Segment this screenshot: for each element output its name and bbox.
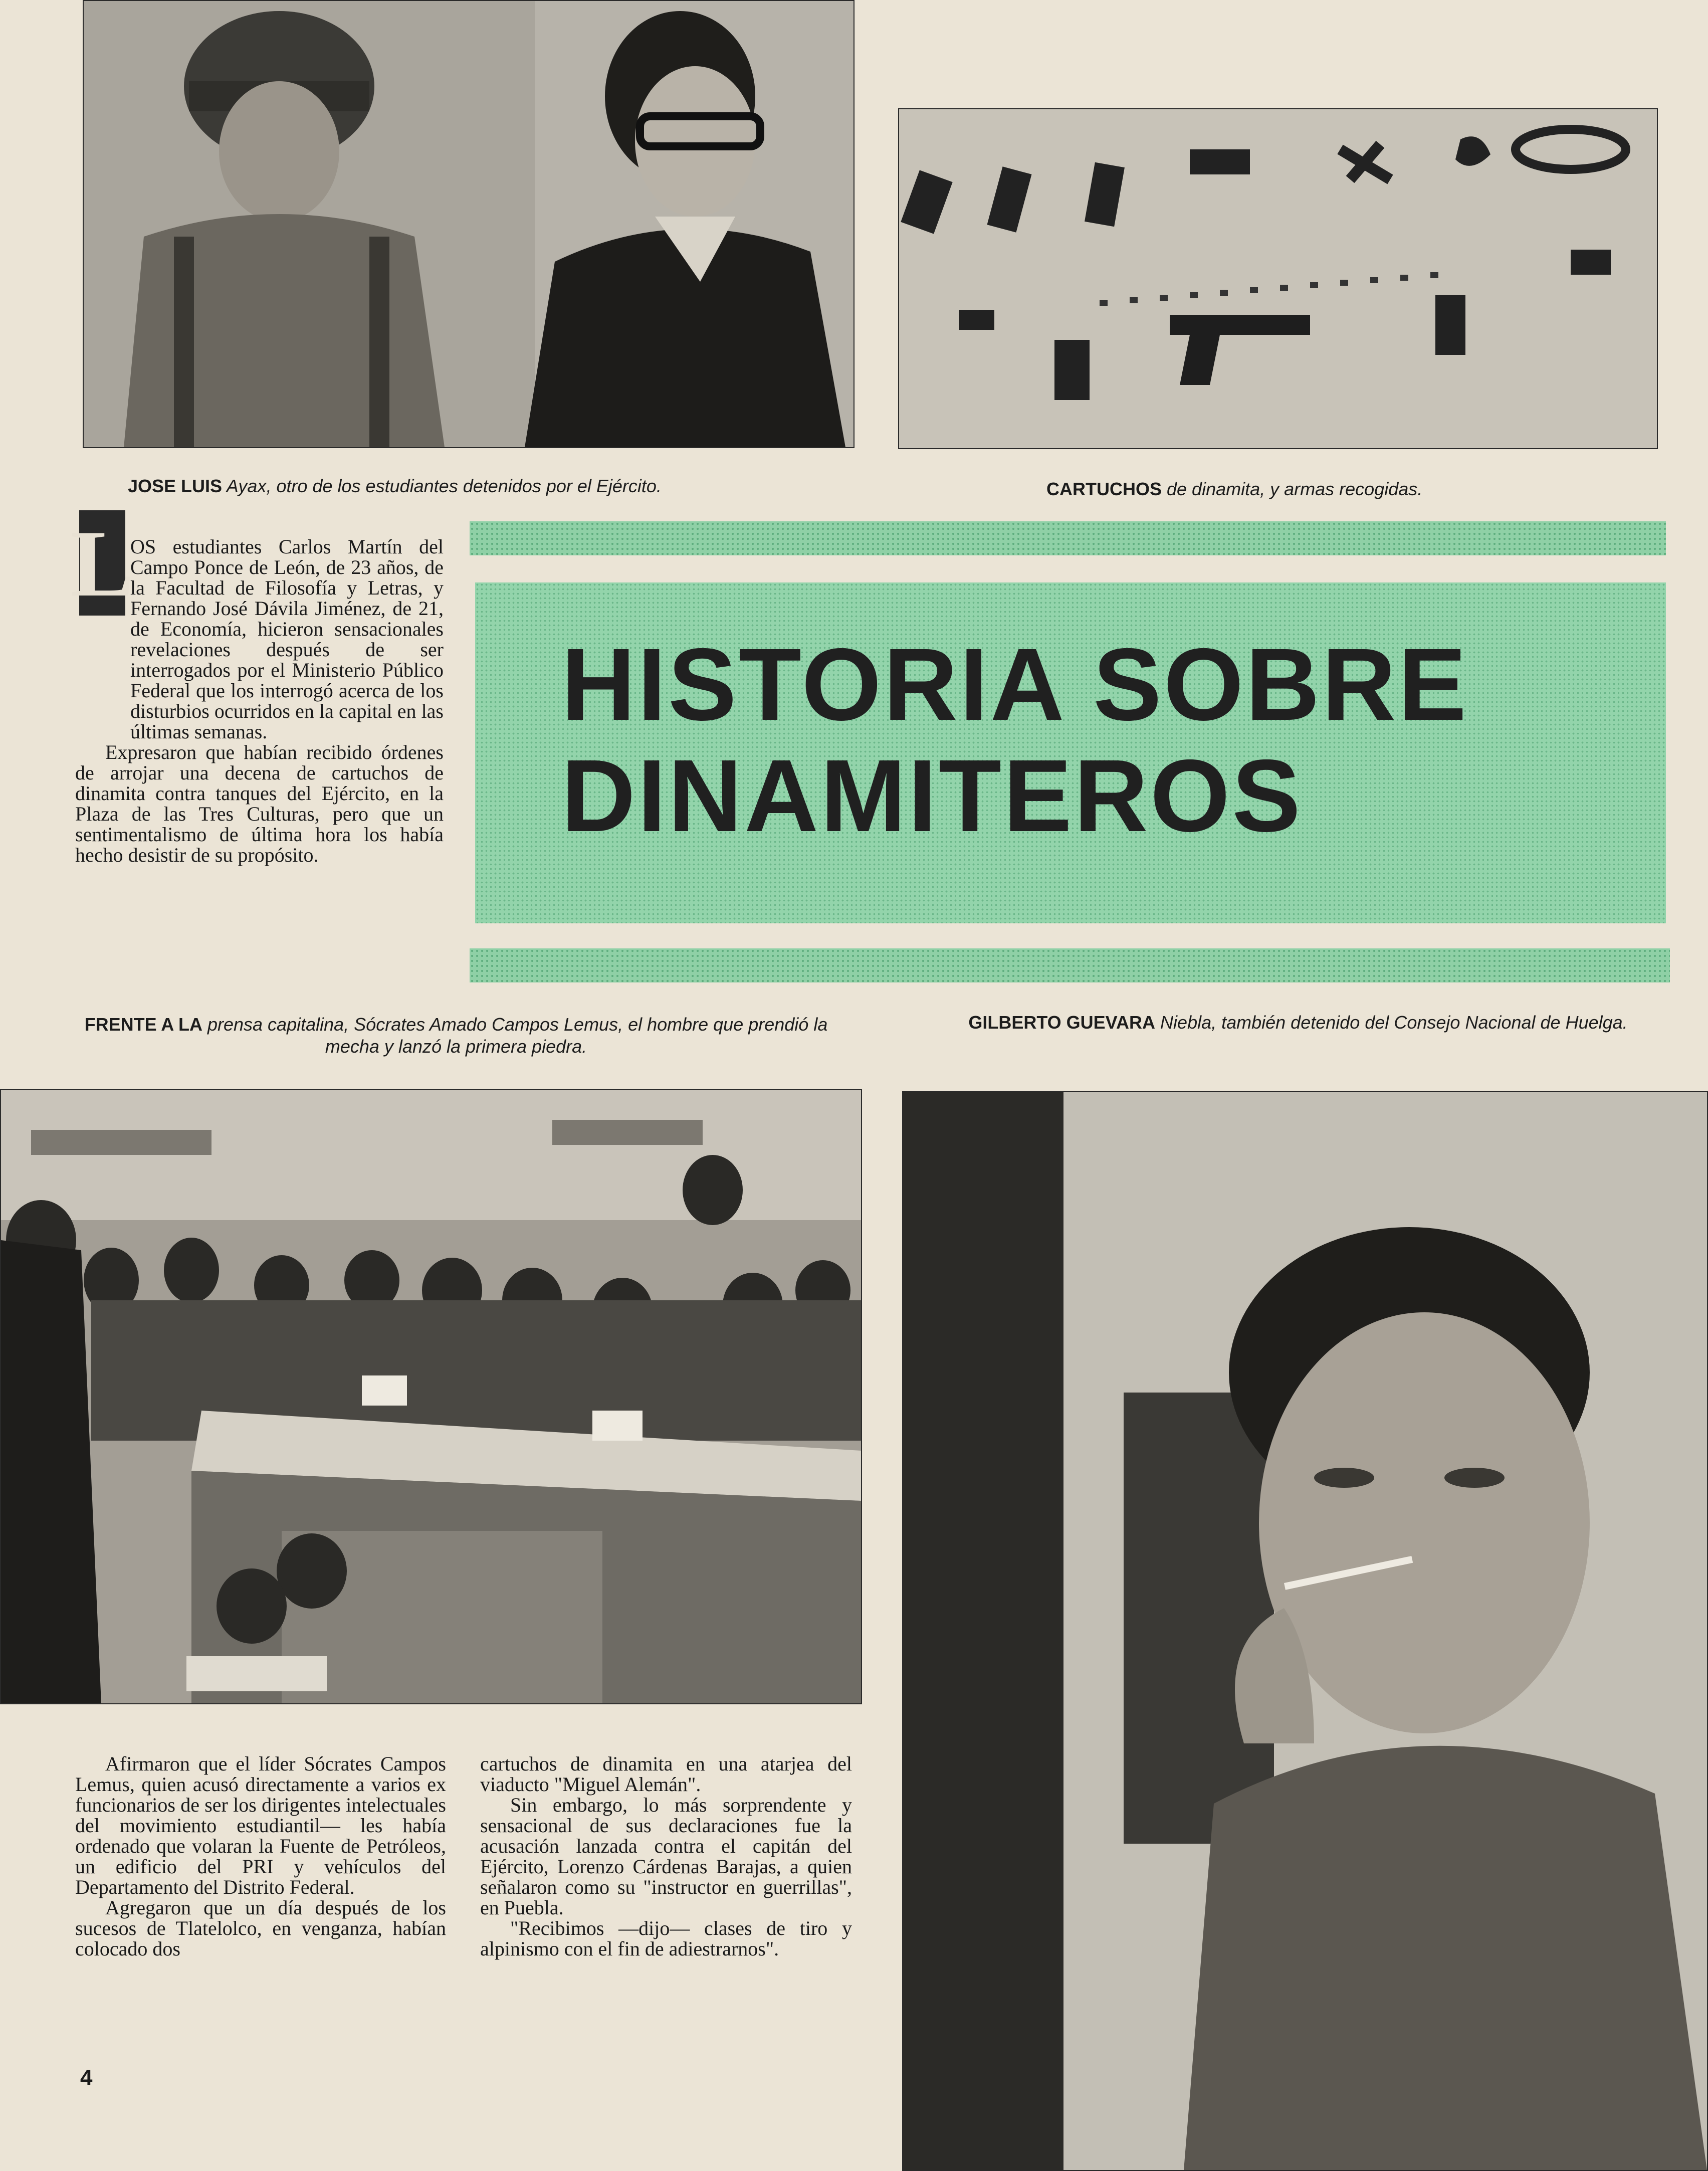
caption-lead: CARTUCHOS [1046,479,1162,499]
intro-column [75,536,444,865]
bottom-col2-paragraph-2: Sin embargo, lo más sorprendente y sensacional de sus declaraciones fue la acusación lanzada contra el capitán del Ejército, Lorenzo Cárdenas Barajas, a quien señalaron como su "instructor en guerrillas", en Puebla. [480,1794,852,1919]
caption-lead: JOSE LUIS [128,476,223,496]
caption-lead: FRENTE A LA [84,1014,202,1035]
bottom-col1-paragraph-1: Afirmaron que el líder Sócrates Campos Lemus, quien acusó directamente a varios ex funcionarios de ser los dirigentes intelectuales del movimiento estudiantil— les había ordenado que volaran la Fuente de Petróleos, un edificio del PRI y vehículos del Departamento del Distrito Federal. [75,1752,446,1898]
headline [561,629,1639,852]
bottom-col2-paragraph-3: "Recibimos —dijo— clases de tiro y alpinismo con el fin de adiestrarnos". [480,1917,852,1960]
bottom-column-2 [480,1753,852,1959]
bottom-column-1 [75,1753,446,1959]
photo-gilberto-guevara [902,1091,1708,2171]
bottom-col2-paragraph-1: cartuchos de dinamita en una atarjea del viaducto "Miguel Alemán". [480,1752,852,1796]
caption-text: Ayax, otro de los estudiantes detenidos por el Ejército. [226,476,662,496]
caption-lead: GILBERTO GUEVARA [968,1012,1156,1033]
caption-cartuchos [1046,478,1648,500]
bottom-col1-paragraph-2: Agregaron que un día después de los sucesos de Tlatelolco, en venganza, habían colocado dos [75,1896,446,1960]
page-number: 4 [80,2065,93,2090]
intro-paragraph-2: Expresaron que habían recibido órdenes de arrojar una decena de cartuchos de dinamita contra tanques del Ejército, en la Plaza de las Tres Culturas, pero que un sentimentalismo de última hora los había hecho desistir de su propósito. [75,741,444,866]
drop-cap-text: L [70,511,134,617]
caption-text: Niebla, también detenido del Consejo Nacional de Huelga. [1160,1012,1628,1033]
caption-text: de dinamita, y armas recogidas. [1167,479,1423,499]
headline-line-1: HISTORIA SOBRE [561,627,1469,742]
caption-jose-luis [128,475,839,497]
caption-frente-a-la-prensa [65,1014,847,1058]
intro-paragraph-1: OS estudiantes Carlos Martín del Campo Ponce de León, de 23 años, de la Facultad de Filosofía y Letras, y Fernando José Dávila Jiménez, de 21, de Economía, hicieron sensacionales revelaciones después de ser interrogados por el Ministerio Público Federal que los interrogó acerca de los disturbios ocurridos en la capital en las últimas semanas. [130,535,444,743]
green-band-bottom [470,948,1670,982]
photo-press-conference [0,1089,862,1704]
caption-text: prensa capitalina, Sócrates Amado Campos Lemus, el hombre que prendió la mecha y lanzó la primera piedra. [207,1014,828,1057]
headline-line-2: DINAMITEROS [561,738,1303,853]
green-band-top [470,521,1666,555]
caption-gilberto-guevara [912,1012,1684,1034]
photo-cartridges-and-weapons [898,108,1658,449]
photo-soldier-and-student [83,0,855,448]
